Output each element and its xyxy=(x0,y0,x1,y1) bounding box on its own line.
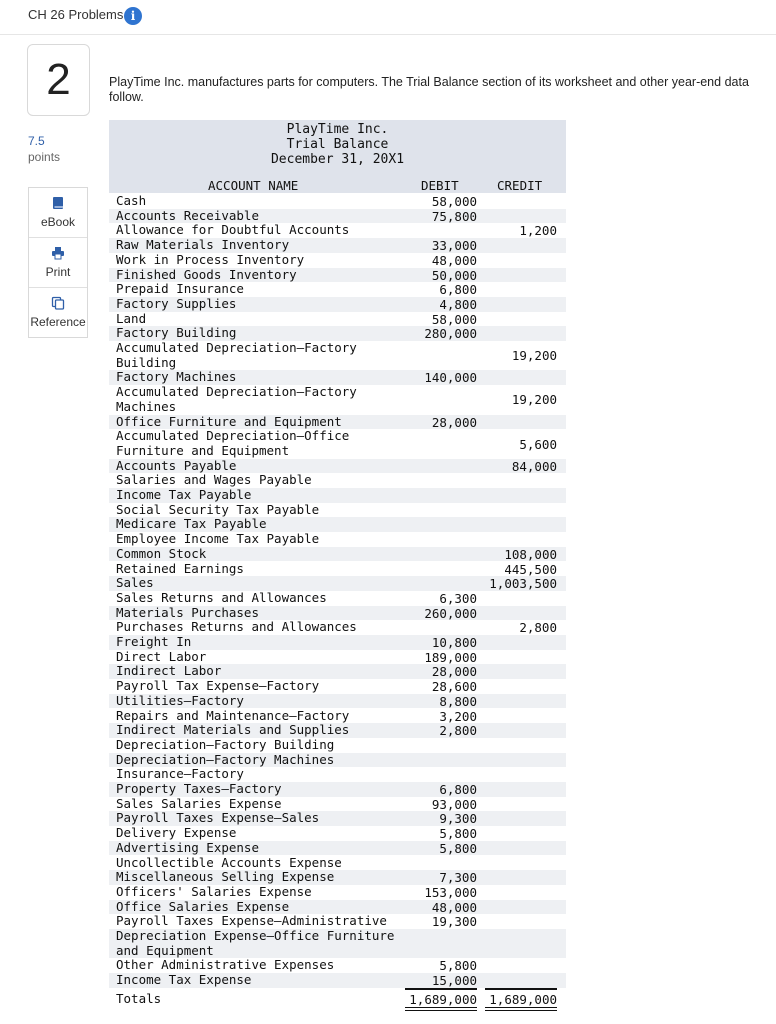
debit-cell: 19,300 xyxy=(431,914,477,930)
account-name: Repairs and Maintenance—Factory xyxy=(116,707,350,723)
account-name: Accounts Receivable xyxy=(116,207,259,223)
table-row xyxy=(109,914,566,929)
account-name: Utilities—Factory xyxy=(116,692,244,708)
credit-cell: 19,200 xyxy=(511,392,557,408)
account-name: Payroll Taxes Expense—Administrative xyxy=(116,913,387,929)
column-account-name: ACCOUNT NAME xyxy=(208,178,299,193)
account-name: Accumulated Depreciation—Factory Machines xyxy=(116,384,357,414)
table-row xyxy=(109,341,566,370)
table-row xyxy=(109,694,566,709)
table-row xyxy=(109,650,566,665)
account-name: Insurance—Factory xyxy=(116,766,244,782)
table-row xyxy=(109,268,566,283)
table-row xyxy=(109,503,566,518)
debit-cell: 33,000 xyxy=(431,238,477,254)
problem-intro: PlayTime Inc. manufactures parts for computers. The Trial Balance section of its worksheet and other year-end data follow. xyxy=(109,75,749,104)
debit-cell: 5,800 xyxy=(439,840,477,856)
table-row xyxy=(109,738,566,753)
copy-icon xyxy=(51,296,65,310)
table-row xyxy=(109,709,566,724)
account-name: Cash xyxy=(116,193,147,208)
table-row xyxy=(109,312,566,327)
statement-date: December 31, 20X1 xyxy=(270,152,405,167)
debit-cell: 5,800 xyxy=(439,958,477,974)
table-row xyxy=(109,900,566,915)
reference-button[interactable] xyxy=(29,288,87,337)
debit-cell: 9,300 xyxy=(439,811,477,827)
debit-cell: 2,800 xyxy=(439,723,477,739)
table-row xyxy=(109,385,566,414)
account-name: Employee Income Tax Payable xyxy=(116,531,320,547)
account-name: Advertising Expense xyxy=(116,839,259,855)
debit-cell: 189,000 xyxy=(424,649,477,665)
account-name: Freight In xyxy=(116,634,192,649)
account-name: Sales Returns and Allowances xyxy=(116,589,327,605)
company-name: PlayTime Inc. xyxy=(286,122,389,137)
table-row xyxy=(109,517,566,532)
table-row xyxy=(109,723,566,738)
account-name: Delivery Expense xyxy=(116,825,237,841)
account-name: Allowance for Doubtful Accounts xyxy=(116,222,350,238)
table-row xyxy=(109,620,566,635)
account-name: Office Salaries Expense xyxy=(116,898,290,914)
debit-cell: 58,000 xyxy=(431,311,477,327)
question-number: 2 xyxy=(27,44,90,116)
debit-cell: 260,000 xyxy=(424,605,477,621)
table-row xyxy=(109,782,566,797)
account-name: Materials Purchases xyxy=(116,604,259,620)
account-name: Accounts Payable xyxy=(116,457,237,473)
debit-cell: 5,800 xyxy=(439,826,477,842)
account-name: Factory Building xyxy=(116,325,237,341)
reference-label: Reference xyxy=(30,315,86,329)
account-name: Accumulated Depreciation—Factory Building xyxy=(116,340,357,370)
account-name: Common Stock xyxy=(116,545,207,561)
table-row xyxy=(109,415,566,430)
account-name: Raw Materials Inventory xyxy=(116,237,290,253)
printer-icon xyxy=(51,246,65,260)
table-row xyxy=(109,767,566,782)
debit-cell: 48,000 xyxy=(431,899,477,915)
table-row xyxy=(109,429,566,458)
account-name: Depreciation Expense—Office Furniture and Equipment xyxy=(116,928,395,958)
table-row xyxy=(109,841,566,856)
points-info xyxy=(28,133,60,165)
table-row xyxy=(109,326,566,341)
account-name: Finished Goods Inventory xyxy=(116,266,297,282)
debit-cell: 280,000 xyxy=(424,326,477,342)
debit-cell: 7,300 xyxy=(439,870,477,886)
page-title: CH 26 Problems xyxy=(28,7,124,22)
credit-cell: 445,500 xyxy=(504,561,557,577)
debit-cell: 75,800 xyxy=(431,208,477,224)
account-name: Accumulated Depreciation—Office Furniture and Equipment xyxy=(116,428,350,458)
table-row xyxy=(109,856,566,871)
table-row xyxy=(109,194,566,209)
account-name: Direct Labor xyxy=(116,648,207,664)
credit-cell: 1,689,000 xyxy=(489,991,557,1007)
table-row xyxy=(109,679,566,694)
column-credit: CREDIT xyxy=(497,178,543,193)
table-row xyxy=(109,238,566,253)
credit-total-double-rule xyxy=(485,1007,557,1011)
account-name: Totals xyxy=(116,990,162,1006)
account-name: Purchases Returns and Allowances xyxy=(116,619,357,635)
table-row xyxy=(109,870,566,885)
info-icon[interactable]: i xyxy=(124,7,142,25)
debit-cell: 8,800 xyxy=(439,693,477,709)
debit-cell: 3,200 xyxy=(439,708,477,724)
account-name: Depreciation—Factory Machines xyxy=(116,751,335,767)
table-row xyxy=(109,473,566,488)
column-debit: DEBIT xyxy=(421,178,459,193)
table-row xyxy=(109,547,566,562)
table-row xyxy=(109,459,566,474)
account-name: Factory Machines xyxy=(116,369,237,385)
ebook-label: eBook xyxy=(40,215,76,229)
debit-cell: 28,600 xyxy=(431,679,477,695)
book-icon xyxy=(51,196,65,210)
account-name: Payroll Tax Expense—Factory xyxy=(116,678,320,694)
debit-cell: 28,000 xyxy=(431,664,477,680)
account-name: Land xyxy=(116,310,147,326)
debit-cell: 1,689,000 xyxy=(409,991,477,1007)
debit-cell: 15,000 xyxy=(431,973,477,989)
table-row xyxy=(109,488,566,503)
account-name: Uncollectible Accounts Expense xyxy=(116,854,342,870)
table-row xyxy=(109,811,566,826)
top-bar xyxy=(0,0,776,35)
credit-cell: 108,000 xyxy=(504,546,557,562)
debit-total-double-rule xyxy=(405,1007,477,1011)
table-row xyxy=(109,973,566,988)
debit-cell: 6,800 xyxy=(439,282,477,298)
table-row xyxy=(109,885,566,900)
account-name: Income Tax Expense xyxy=(116,972,252,988)
account-name: Retained Earnings xyxy=(116,560,244,576)
table-row xyxy=(109,223,566,238)
debit-cell: 153,000 xyxy=(424,884,477,900)
debit-cell: 6,300 xyxy=(439,590,477,606)
debit-cell: 48,000 xyxy=(431,252,477,268)
table-row xyxy=(109,606,566,621)
debit-cell: 6,800 xyxy=(439,782,477,797)
print-label: Print xyxy=(45,265,71,279)
table-row xyxy=(109,253,566,268)
account-name: Payroll Taxes Expense—Sales xyxy=(116,810,320,826)
table-row xyxy=(109,826,566,841)
debit-cell: 28,000 xyxy=(431,414,477,430)
table-row xyxy=(109,591,566,606)
table-row xyxy=(109,958,566,973)
credit-cell: 1,003,500 xyxy=(489,576,557,592)
account-name: Property Taxes—Factory xyxy=(116,781,282,796)
account-name: Medicare Tax Payable xyxy=(116,516,267,532)
credit-cell: 84,000 xyxy=(511,458,557,474)
debit-cell: 58,000 xyxy=(431,194,477,209)
debit-cell: 4,800 xyxy=(439,296,477,312)
table-row xyxy=(109,929,566,958)
account-name: Factory Supplies xyxy=(116,295,237,311)
table-row xyxy=(109,753,566,768)
ebook-button[interactable] xyxy=(29,188,87,238)
statement-name: Trial Balance xyxy=(286,137,389,152)
table-row xyxy=(109,664,566,679)
debit-cell: 50,000 xyxy=(431,267,477,283)
debit-total-rule xyxy=(405,989,477,990)
account-name: Sales xyxy=(116,575,154,591)
trial-balance-header xyxy=(109,120,566,193)
table-row xyxy=(109,562,566,577)
print-button[interactable] xyxy=(29,238,87,288)
debit-cell: 140,000 xyxy=(424,370,477,386)
totals-row xyxy=(109,992,566,1010)
account-name: Indirect Materials and Supplies xyxy=(116,722,350,738)
account-name: Miscellaneous Selling Expense xyxy=(116,869,335,885)
debit-cell: 93,000 xyxy=(431,796,477,812)
account-name: Indirect Labor xyxy=(116,663,222,679)
account-name: Officers' Salaries Expense xyxy=(116,883,312,899)
account-name: Other Administrative Expenses xyxy=(116,957,335,973)
account-name: Office Furniture and Equipment xyxy=(116,413,342,429)
table-row xyxy=(109,635,566,650)
account-name: Income Tax Payable xyxy=(116,487,252,502)
table-row xyxy=(109,532,566,547)
table-row xyxy=(109,282,566,297)
debit-cell: 10,800 xyxy=(431,635,477,650)
account-name: Salaries and Wages Payable xyxy=(116,472,312,488)
table-row xyxy=(109,370,566,385)
resource-sidebar xyxy=(28,187,88,338)
account-name: Depreciation—Factory Building xyxy=(116,736,335,752)
credit-total-rule xyxy=(485,989,557,990)
account-name: Prepaid Insurance xyxy=(116,281,244,297)
account-name: Social Security Tax Payable xyxy=(116,501,320,517)
points-value: 7.5 xyxy=(28,134,45,148)
table-row xyxy=(109,576,566,591)
table-row xyxy=(109,297,566,312)
credit-cell: 5,600 xyxy=(519,436,557,452)
credit-cell: 19,200 xyxy=(511,348,557,364)
table-row xyxy=(109,797,566,812)
account-name: Work in Process Inventory xyxy=(116,251,305,267)
account-name: Sales Salaries Expense xyxy=(116,795,282,811)
points-label: points xyxy=(28,150,61,164)
credit-cell: 2,800 xyxy=(519,620,557,636)
table-row xyxy=(109,209,566,224)
credit-cell: 1,200 xyxy=(519,223,557,239)
